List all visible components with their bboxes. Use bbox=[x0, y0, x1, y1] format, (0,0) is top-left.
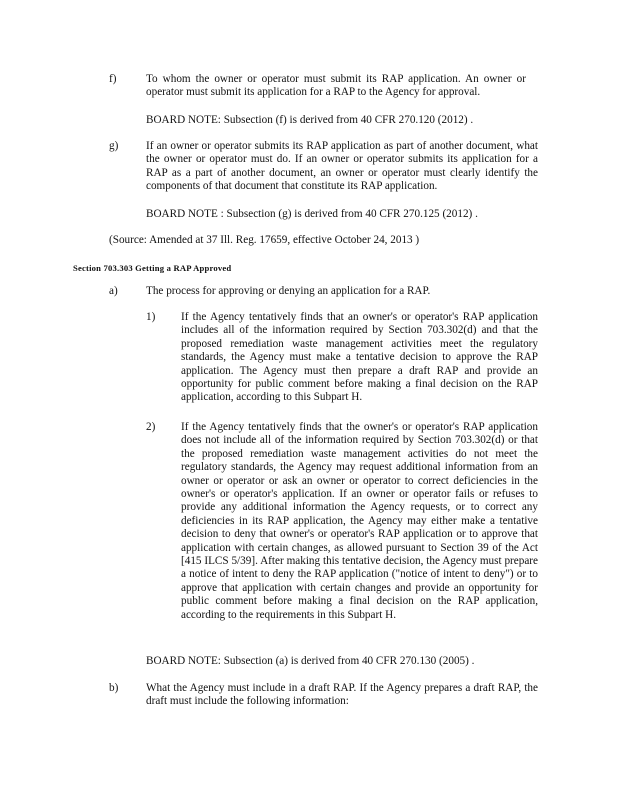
item-f-text: To whom the owner or operator must submit its RAP application. An owner or operator must submit its application for a RAP to the Agency for approval. bbox=[146, 73, 526, 99]
item-f-label: f) bbox=[109, 73, 117, 85]
board-note-a: BOARD NOTE: Subsection (a) is derived from 40 CFR 270.130 (2005) . bbox=[146, 655, 475, 667]
item-g-text: If an owner or operator submits its RAP application as part of another document, what the owner or operator must do. If an owner or operator submits its application for a RAP as a part of another document, an owner or operator must clearly identify the components of that document that constitute its RAP application. bbox=[146, 140, 538, 193]
paragraph-2-text: If the Agency tentatively finds that the owner's or operator's RAP application does not include all of the information required by Section 703.302(d) or that the proposed remediation waste management activities do not meet the regulatory standards, the Agency may request additional information from an owner or operator or ask an owner or operator to correct deficiencies in the owner's or operator's application. If an owner or operator fails or refuses to provide any additional information the Agency requests, or to correct any deficiencies in its RAP application, the Agency may either make a tentative decision to deny that owner's or operator's RAP application or to approve that application with certain changes, as allowed pursuant to Section 39 of the Act [415 ILCS 5/39]. After making this tentative decision, the Agency must prepare a notice of intent to deny the RAP application ("notice of intent to deny") or to approve that application with certain changes and provide an opportunity for public comment before making a final decision on the RAP application, according to the requirements in this Subpart H. bbox=[181, 421, 538, 621]
subsection-a-label: a) bbox=[109, 285, 118, 297]
subsection-a-text: The process for approving or denying an application for a RAP. bbox=[146, 285, 431, 297]
subsection-b-label: b) bbox=[109, 682, 119, 694]
paragraph-1-text: If the Agency tentatively finds that an owner's or operator's RAP application includes all of the information required by Section 703.302(d) and that the proposed remediation waste management activities meet the regulatory standards, the Agency must make a tentative decision to approve the RAP application. The Agency must then prepare a draft RAP and provide an opportunity for public comment before making a final decision on the RAP application, according to this Subpart H. bbox=[181, 311, 538, 404]
source-note: (Source: Amended at 37 Ill. Reg. 17659, effective October 24, 2013 ) bbox=[109, 234, 420, 246]
subsection-b-text: What the Agency must include in a draft RAP. If the Agency prepares a draft RAP, the draft must include the following information: bbox=[146, 682, 538, 708]
board-note-g: BOARD NOTE : Subsection (g) is derived from 40 CFR 270.125 (2012) . bbox=[146, 208, 478, 220]
paragraph-1-label: 1) bbox=[146, 311, 156, 323]
board-note-f: BOARD NOTE: Subsection (f) is derived from 40 CFR 270.120 (2012) . bbox=[146, 114, 474, 126]
section-heading: Section 703.303 Getting a RAP Approved bbox=[73, 263, 232, 273]
item-g-label: g) bbox=[109, 140, 119, 152]
paragraph-2-label: 2) bbox=[146, 421, 156, 433]
